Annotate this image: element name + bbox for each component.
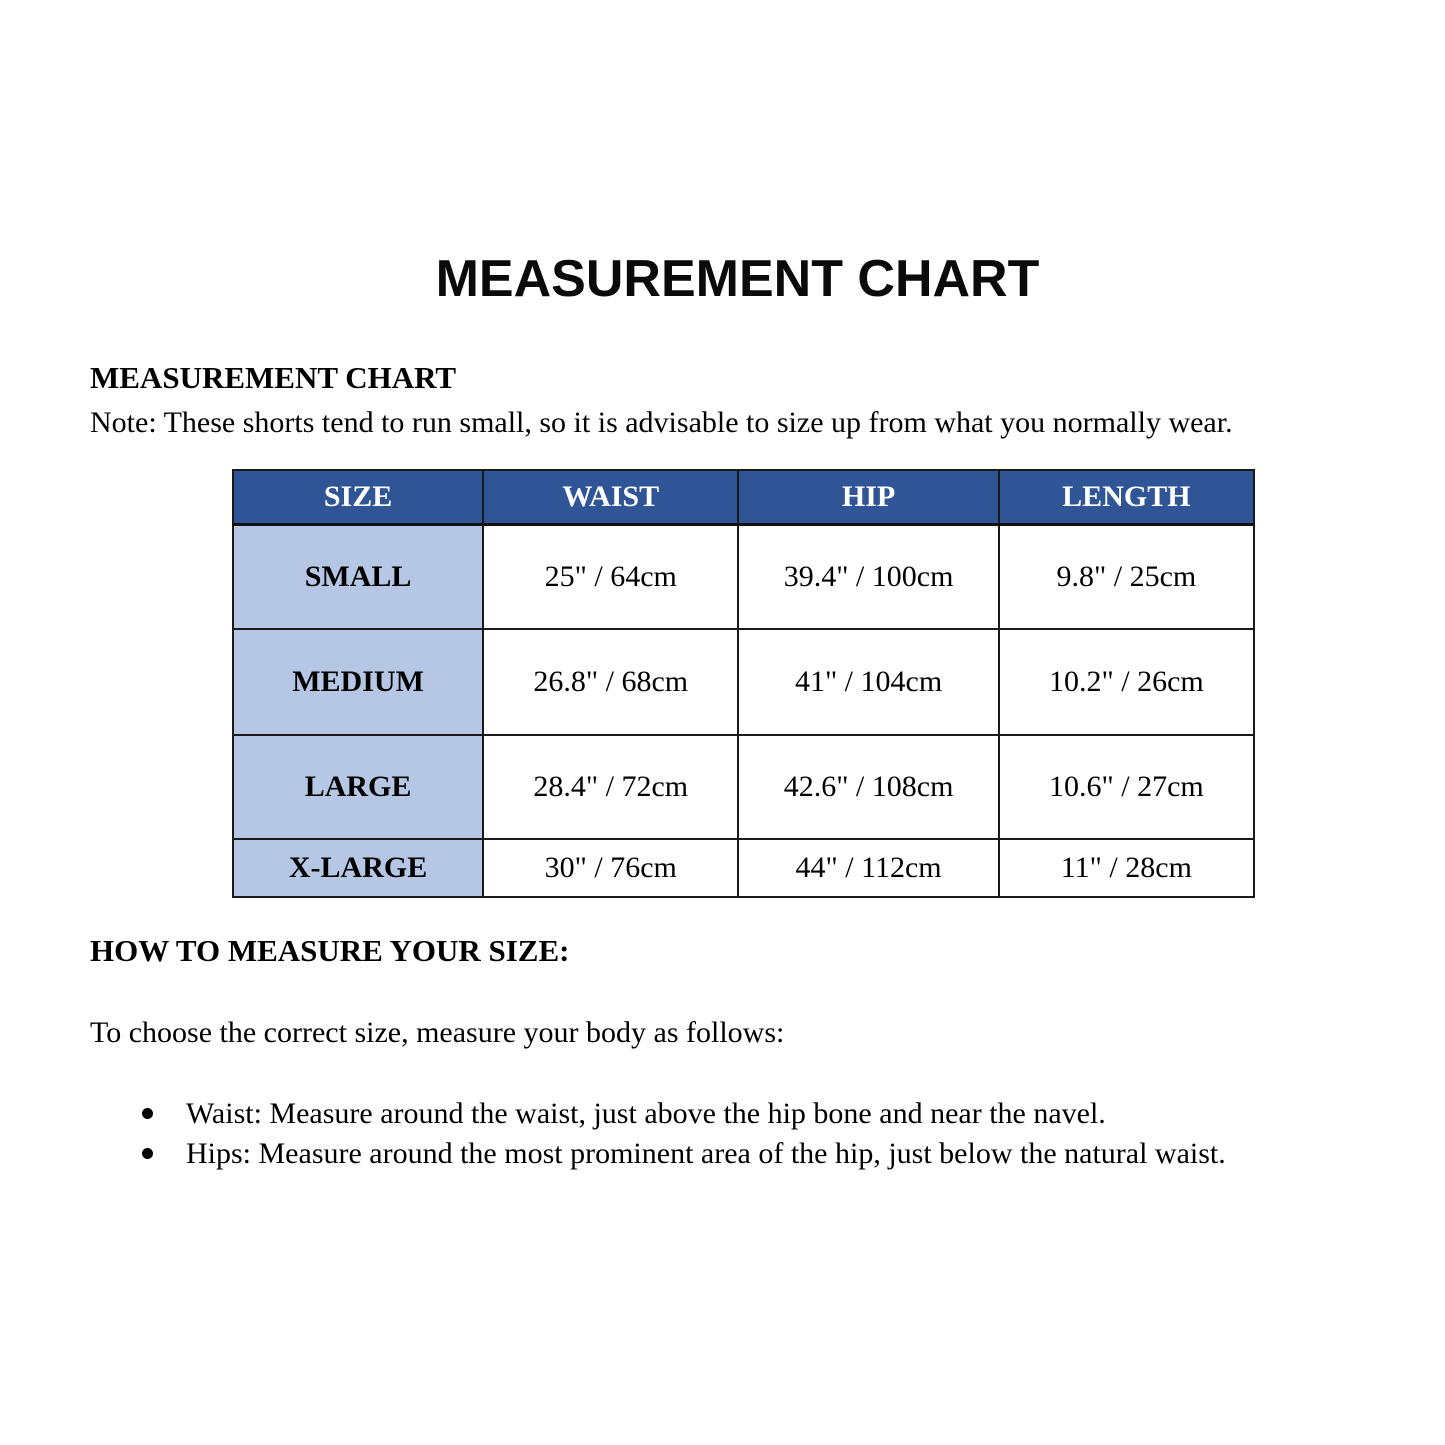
column-header-waist: WAIST xyxy=(483,470,738,525)
how-to-measure-heading: HOW TO MEASURE YOUR SIZE: xyxy=(90,933,570,969)
measurement-chart-heading: MEASUREMENT CHART xyxy=(90,359,457,395)
table-row-small xyxy=(233,525,1254,630)
length-value: 10.2" / 26cm xyxy=(999,629,1254,735)
hip-value: 39.4" / 100cm xyxy=(738,525,998,630)
hip-value: 44" / 112cm xyxy=(738,839,998,897)
table-header-row xyxy=(233,470,1254,525)
bullet-icon xyxy=(142,1108,153,1119)
size-label: SMALL xyxy=(233,525,483,630)
size-label: X-LARGE xyxy=(233,839,483,897)
measure-instructions-list xyxy=(90,1094,1385,1174)
waist-value: 25" / 64cm xyxy=(483,525,738,630)
hip-value: 41" / 104cm xyxy=(738,629,998,735)
size-table xyxy=(232,469,1255,898)
column-header-hip: HIP xyxy=(738,470,998,525)
how-to-measure-intro: To choose the correct size, measure your body as follows: xyxy=(90,1016,785,1050)
size-label: LARGE xyxy=(233,735,483,839)
waist-value: 28.4" / 72cm xyxy=(483,735,738,839)
list-item-waist xyxy=(186,1094,1385,1134)
length-value: 11" / 28cm xyxy=(999,839,1254,897)
table-row-large xyxy=(233,735,1254,839)
hips-instruction: Hips: Measure around the most prominent area of the hip, just below the natural waist. xyxy=(186,1136,1226,1170)
length-value: 10.6" / 27cm xyxy=(999,735,1254,839)
page-title: MEASUREMENT CHART xyxy=(435,250,1040,308)
waist-value: 30" / 76cm xyxy=(483,839,738,897)
list-item-hips xyxy=(186,1134,1385,1174)
hip-value: 42.6" / 108cm xyxy=(738,735,998,839)
table-row-medium xyxy=(233,629,1254,735)
length-value: 9.8" / 25cm xyxy=(999,525,1254,630)
bullet-icon xyxy=(142,1148,153,1159)
sizing-note: Note: These shorts tend to run small, so it is advisable to size up from what you normally wear. xyxy=(90,405,1233,439)
waist-instruction: Waist: Measure around the waist, just above the hip bone and near the navel. xyxy=(186,1096,1106,1130)
size-label: MEDIUM xyxy=(233,629,483,735)
table-row-x-large xyxy=(233,839,1254,897)
waist-value: 26.8" / 68cm xyxy=(483,629,738,735)
column-header-size: SIZE xyxy=(233,470,483,525)
column-header-length: LENGTH xyxy=(999,470,1254,525)
